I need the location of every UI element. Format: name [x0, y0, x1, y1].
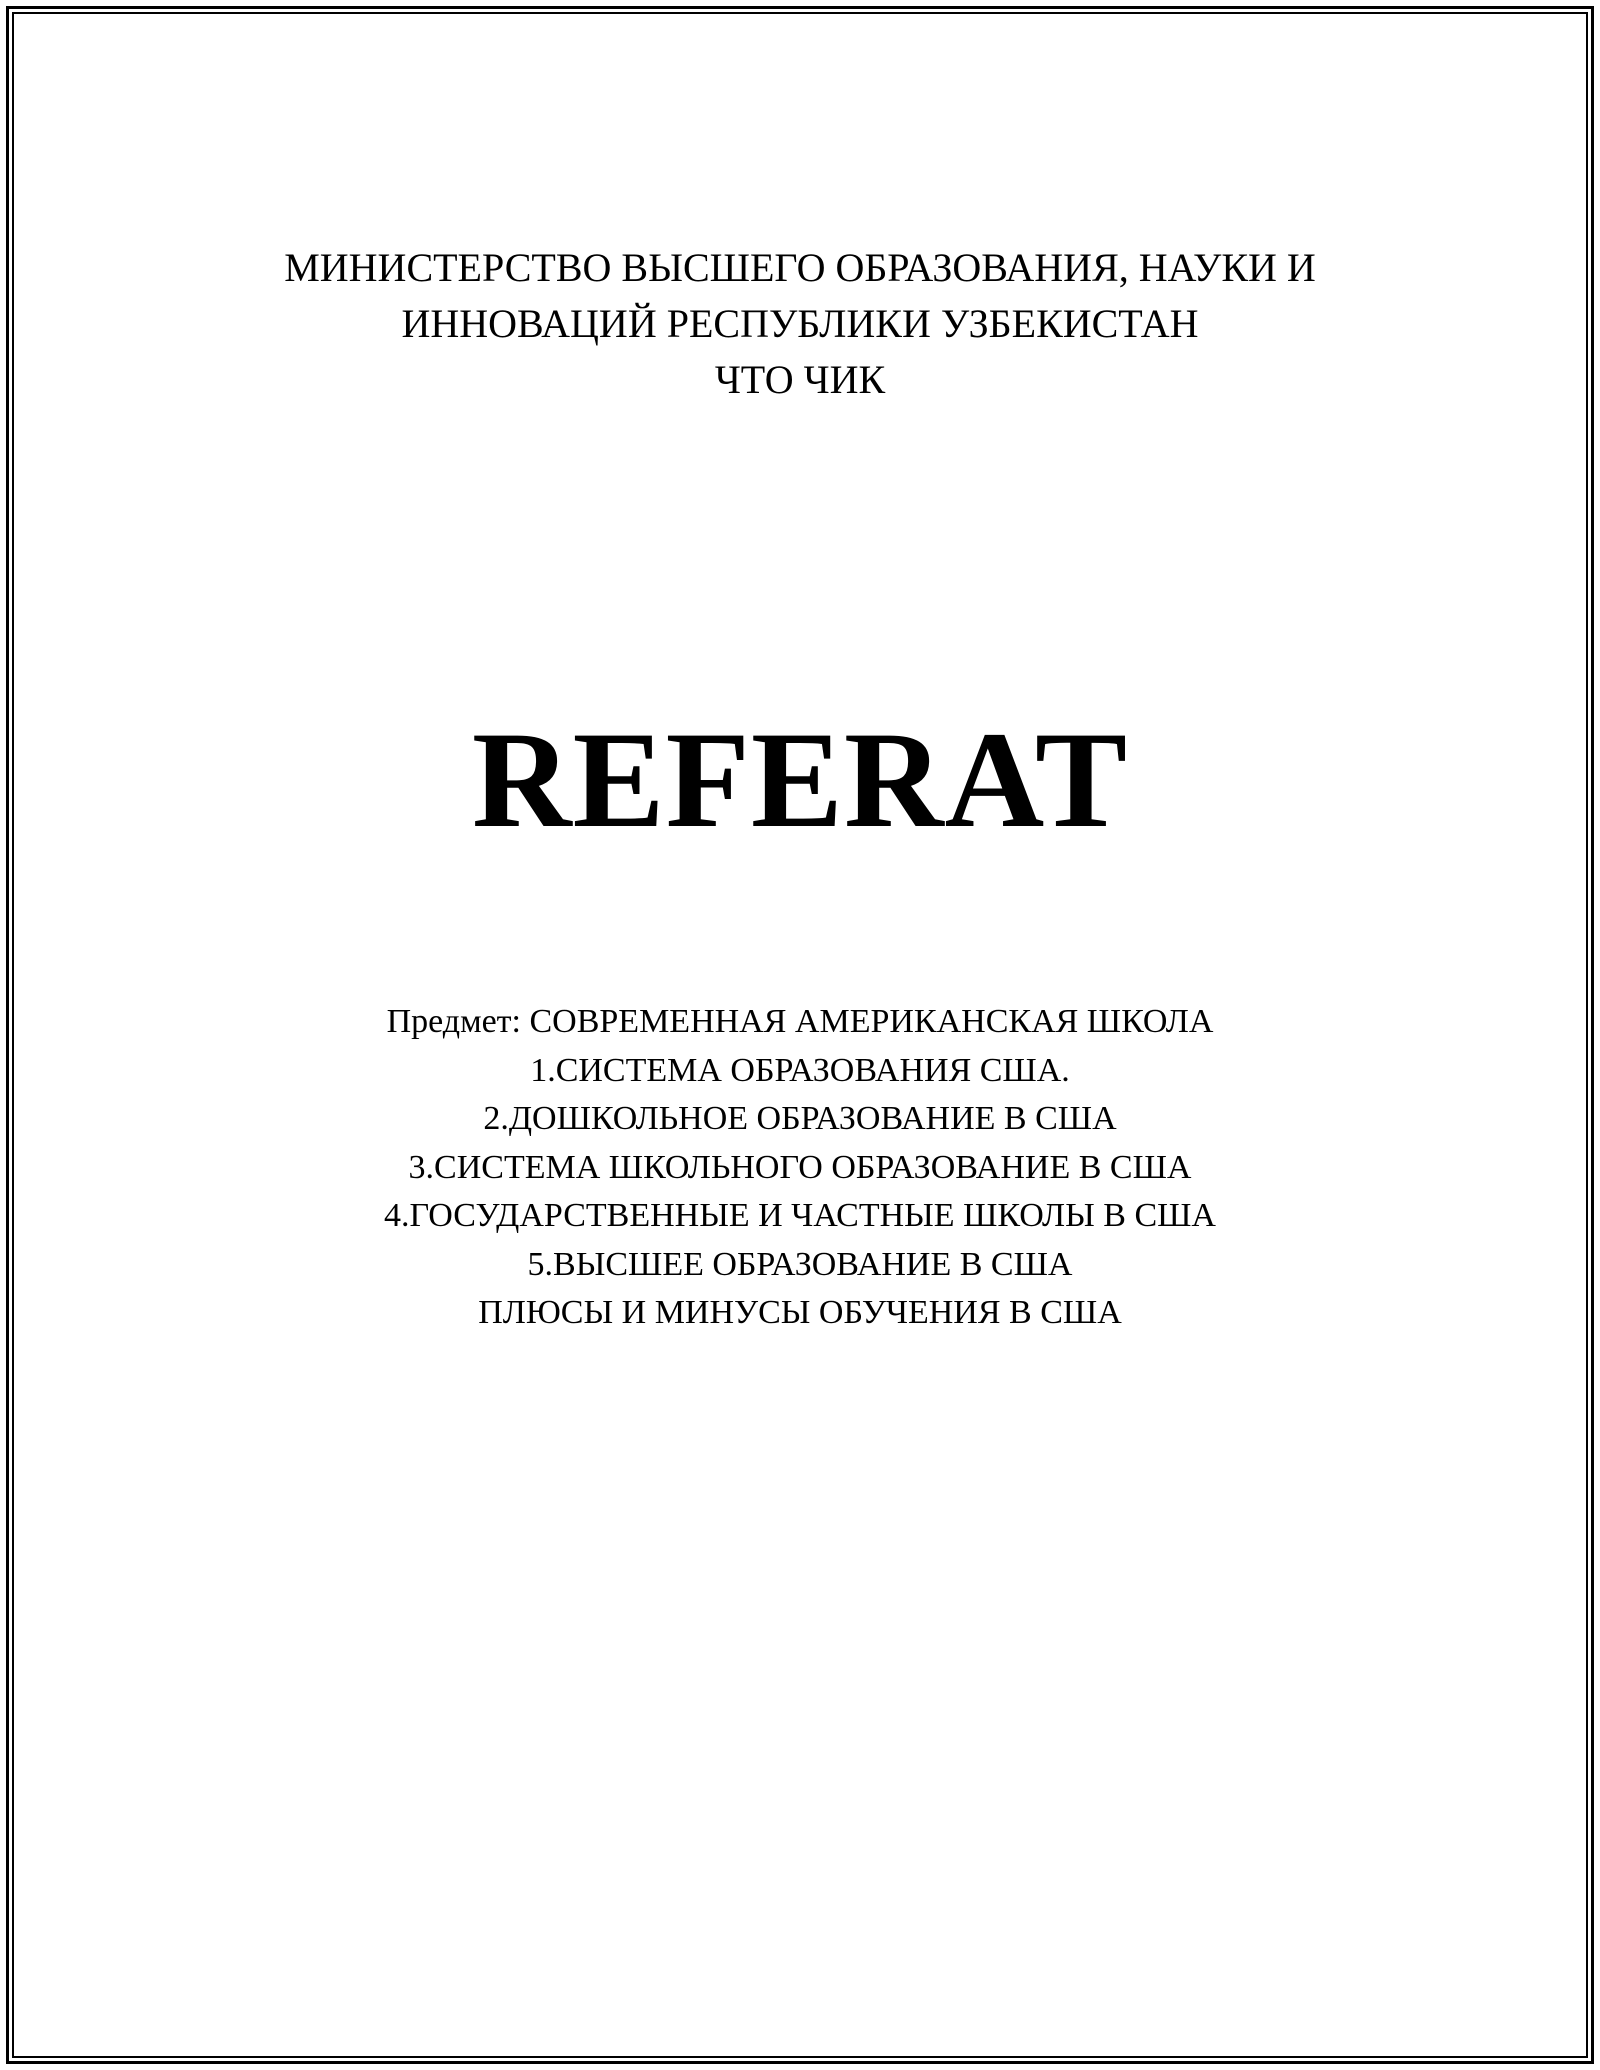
- topic-item: ПЛЮСЫ И МИНУСЫ ОБУЧЕНИЯ В США: [478, 1294, 1122, 1331]
- topic-item: 5.ВЫСШЕЕ ОБРАЗОВАНИЕ В США: [527, 1245, 1073, 1283]
- header-line: ИННОВАЦИЙ РЕСПУБЛИКИ УЗБЕКИСТАН: [401, 301, 1199, 346]
- topic-item: 4.ГОСУДАРСТВЕННЫЕ И ЧАСТНЫЕ ШКОЛЫ В США: [384, 1197, 1216, 1234]
- header-line: ЧТО ЧИК: [714, 357, 886, 402]
- topic-item: 3.СИСТЕМА ШКОЛЬНОГО ОБРАЗОВАНИЕ В США: [408, 1148, 1192, 1186]
- header-line: МИНИСТЕРСТВО ВЫСШЕГО ОБРАЗОВАНИЯ, НАУКИ И: [284, 245, 1316, 290]
- subject-block: [0, 998, 1600, 1338]
- document-title: REFERAT: [471, 703, 1129, 856]
- ministry-header: [0, 240, 1600, 408]
- subject-line: Предмет: СОВРЕМЕННАЯ АМЕРИКАНСКАЯ ШКОЛА: [386, 1003, 1214, 1040]
- topic-item: 2.ДОШКОЛЬНОЕ ОБРАЗОВАНИЕ В США: [483, 1100, 1117, 1137]
- topic-item: 1.СИСТЕМА ОБРАЗОВАНИЯ США.: [530, 1051, 1070, 1089]
